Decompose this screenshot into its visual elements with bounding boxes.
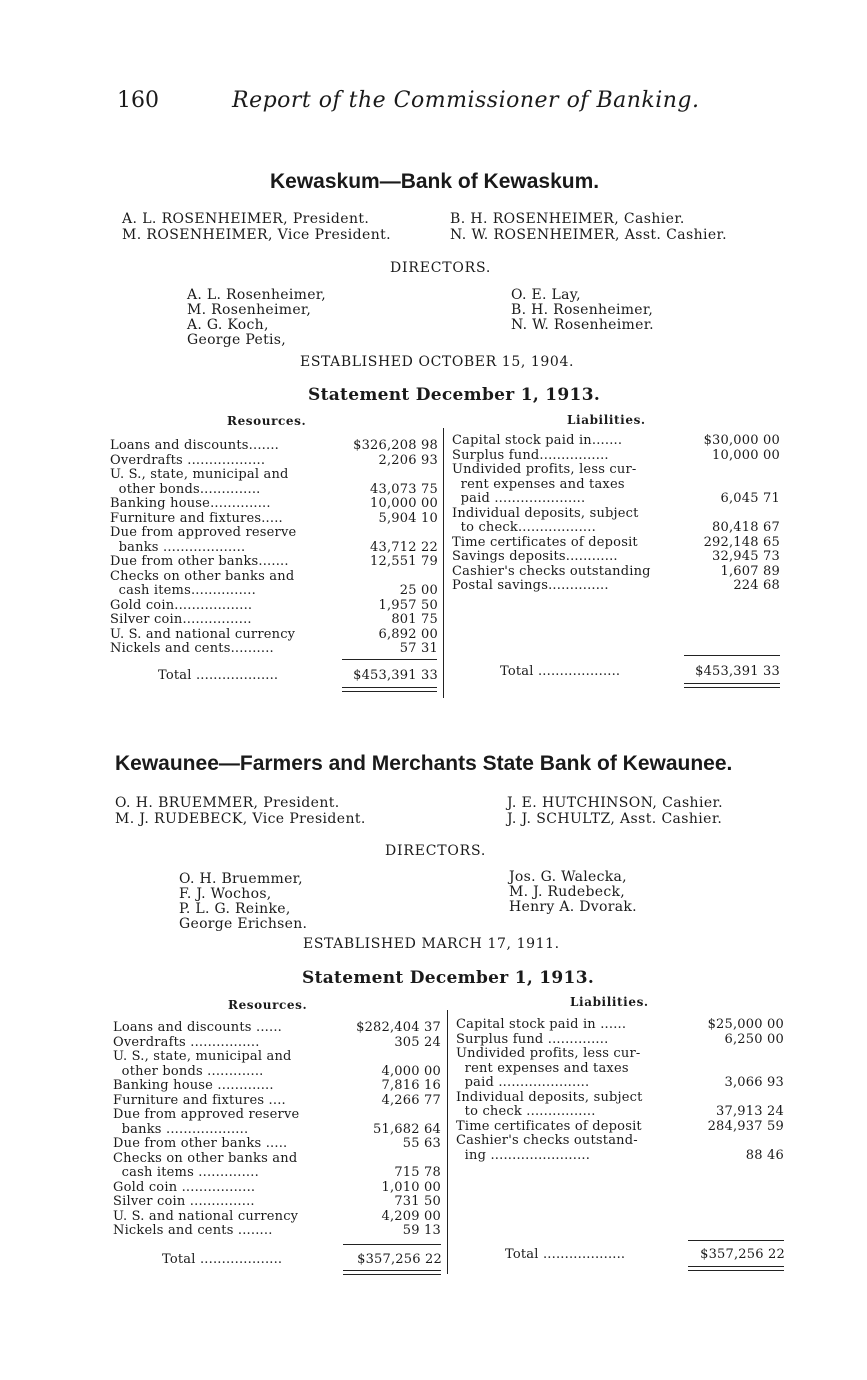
ledger-item-label: Loans and discounts ...... xyxy=(113,1021,282,1035)
officer-cashier: B. H. ROSENHEIMER, Cashier. xyxy=(450,211,685,227)
total-rule xyxy=(343,1244,441,1245)
ledger-item-amount: 10,000 00 xyxy=(712,447,780,463)
ledger-item-label: Loans and discounts....... xyxy=(110,439,279,453)
total-double-rule xyxy=(684,683,780,684)
ledger-item-amount: 1,607 89 xyxy=(720,563,780,579)
ledger-row xyxy=(452,579,780,594)
column-divider xyxy=(443,428,444,698)
ledger-row xyxy=(110,584,438,599)
ledger-item-amount: 43,712 22 xyxy=(370,539,438,555)
ledger-item-label: Checks on other banks and xyxy=(110,569,295,584)
total-label: Total ................... xyxy=(158,668,279,683)
ledger-item-label: rent expenses and taxes xyxy=(452,477,625,492)
ledger-row xyxy=(110,483,438,498)
ledger-item-amount: 4,000 00 xyxy=(381,1063,441,1079)
ledger-item-amount: $326,208 98 xyxy=(353,438,438,453)
ledger-item-amount: $282,404 37 xyxy=(356,1020,441,1035)
total-double-rule xyxy=(688,1266,784,1267)
total-rule xyxy=(684,655,780,656)
ledger-row xyxy=(113,1137,441,1152)
ledger-item-label: Nickels and cents ........ xyxy=(113,1224,273,1238)
total-rule xyxy=(688,1240,784,1241)
resources-total xyxy=(158,668,438,683)
ledger-row xyxy=(456,1134,784,1149)
directors-list-right xyxy=(509,870,637,915)
ledger-item-label: Due from other banks....... xyxy=(110,555,289,569)
ledger-row xyxy=(456,1105,784,1120)
ledger-item-label: U. S., state, municipal and xyxy=(110,468,289,482)
page-number: 160 xyxy=(117,88,159,113)
ledger-row xyxy=(456,1120,784,1135)
ledger-item-label: Silver coin ............... xyxy=(113,1195,255,1209)
ledger-item-label: Cashier's checks outstand- xyxy=(456,1134,638,1148)
ledger-row xyxy=(110,628,438,643)
ledger-item-label: Overdrafts .................. xyxy=(110,453,266,468)
resources-table xyxy=(113,1021,441,1239)
ledger-item-label: Due from approved reserve xyxy=(110,526,297,540)
ledger-item-label: to check.................. xyxy=(452,521,596,535)
ledger-item-label: Silver coin................ xyxy=(110,613,252,627)
resources-table xyxy=(110,439,438,657)
ledger-row xyxy=(110,613,438,628)
ledger-row xyxy=(110,570,438,585)
ledger-item-label: Overdrafts ................ xyxy=(113,1035,260,1050)
ledger-item-label: Due from other banks ..... xyxy=(113,1137,288,1151)
ledger-item-amount: 6,250 00 xyxy=(724,1031,784,1047)
total-amount: $357,256 22 xyxy=(357,1252,442,1267)
ledger-row xyxy=(452,536,780,551)
ledger-row xyxy=(110,642,438,657)
resources-heading: Resources. xyxy=(228,998,308,1012)
resources-total xyxy=(162,1252,442,1267)
ledger-item-label: Cashier's checks outstanding xyxy=(452,564,651,579)
ledger-item-label: ing ....................... xyxy=(456,1148,591,1163)
ledger-item-label: Time certificates of deposit xyxy=(456,1119,642,1134)
liabilities-total xyxy=(500,664,780,679)
director-name: M. J. Rudebeck, xyxy=(509,884,625,900)
total-double-rule xyxy=(343,1274,441,1275)
ledger-item-label: cash items .............. xyxy=(113,1166,259,1180)
ledger-row xyxy=(110,541,438,556)
ledger-row xyxy=(113,1079,441,1094)
established-date: ESTABLISHED OCTOBER 15, 1904. xyxy=(300,354,575,370)
ledger-row xyxy=(113,1152,441,1167)
ledger-row xyxy=(110,555,438,570)
ledger-row xyxy=(452,492,780,507)
ledger-item-amount: 3,066 93 xyxy=(724,1075,784,1090)
ledger-item-label: to check ................ xyxy=(456,1105,596,1119)
ledger-item-label: U. S., state, municipal and xyxy=(113,1050,292,1064)
total-double-rule xyxy=(343,1270,441,1271)
resources-heading: Resources. xyxy=(227,414,307,428)
ledger-row xyxy=(113,1108,441,1123)
director-name: N. W. Rosenheimer. xyxy=(511,317,654,333)
total-label: Total ................... xyxy=(505,1247,626,1262)
director-name: P. L. G. Reinke, xyxy=(179,901,291,917)
ledger-item-label: Due from approved reserve xyxy=(113,1108,300,1122)
director-name: Henry A. Dvorak. xyxy=(509,899,637,915)
ledger-item-label: Surplus fund................ xyxy=(452,448,609,463)
director-name: A. G. Koch, xyxy=(187,317,269,333)
officer-vice-president: M. ROSENHEIMER, Vice President. xyxy=(122,227,391,243)
director-name: O. E. Lay, xyxy=(511,287,581,303)
ledger-item-amount: $30,000 00 xyxy=(703,433,780,448)
ledger-item-label: other bonds.............. xyxy=(110,482,261,497)
total-double-rule xyxy=(342,687,437,688)
ledger-item-label: Gold coin ................. xyxy=(113,1180,256,1195)
ledger-item-amount: 6,892 00 xyxy=(378,626,438,642)
total-double-rule xyxy=(342,691,437,692)
director-name: Jos. G. Walecka, xyxy=(509,869,627,885)
ledger-row xyxy=(110,599,438,614)
statement-title: Statement December 1, 1913. xyxy=(308,385,601,405)
total-double-rule xyxy=(684,687,780,688)
liabilities-table xyxy=(456,1018,784,1163)
ledger-item-label: Nickels and cents.......... xyxy=(110,642,274,656)
liabilities-total xyxy=(505,1247,785,1262)
officer-asst-cashier: J. J. SCHULTZ, Asst. Cashier. xyxy=(507,811,723,827)
ledger-item-label: Furniture and fixtures..... xyxy=(110,511,283,526)
ledger-row xyxy=(456,1018,784,1033)
ledger-row xyxy=(456,1062,784,1077)
ledger-item-label: Banking house.............. xyxy=(110,497,271,511)
ledger-item-label: Savings deposits............ xyxy=(452,550,618,564)
ledger-item-amount: 284,937 59 xyxy=(707,1118,784,1134)
ledger-row xyxy=(456,1076,784,1091)
ledger-item-amount: $25,000 00 xyxy=(707,1017,784,1032)
ledger-row xyxy=(452,507,780,522)
ledger-item-amount: 801 75 xyxy=(391,612,438,627)
ledger-row xyxy=(113,1210,441,1225)
ledger-row xyxy=(113,1224,441,1239)
ledger-row xyxy=(113,1036,441,1051)
ledger-row xyxy=(113,1181,441,1196)
director-name: F. J. Wochos, xyxy=(179,886,272,902)
total-label: Total ................... xyxy=(162,1252,283,1267)
ledger-item-amount: 5,904 10 xyxy=(378,510,438,526)
ledger-item-label: U. S. and national currency xyxy=(110,627,296,642)
director-name: B. H. Rosenheimer, xyxy=(511,302,654,318)
ledger-item-amount: 37,913 24 xyxy=(716,1104,784,1119)
bank-title: Kewaskum—Bank of Kewaskum. xyxy=(270,170,600,193)
ledger-item-label: Postal savings.............. xyxy=(452,579,609,593)
director-name: George Erichsen. xyxy=(179,916,308,932)
bank-title: Kewaunee—Farmers and Merchants State Bank of Kewaunee. xyxy=(115,752,733,775)
running-title: Report of the Commissioner of Banking. xyxy=(232,88,700,113)
ledger-item-amount: 25 00 xyxy=(399,583,438,598)
ledger-row xyxy=(110,512,438,527)
ledger-item-label: Surplus fund .............. xyxy=(456,1032,609,1047)
ledger-item-label: paid ..................... xyxy=(452,492,586,506)
ledger-item-label: banks ................... xyxy=(110,540,246,555)
total-amount: $453,391 33 xyxy=(695,664,780,679)
ledger-item-amount: 305 24 xyxy=(394,1034,441,1050)
ledger-item-amount: 55 63 xyxy=(402,1136,441,1151)
ledger-row xyxy=(110,468,438,483)
ledger-row xyxy=(110,454,438,469)
director-name: A. L. Rosenheimer, xyxy=(187,287,327,303)
ledger-item-amount: 1,010 00 xyxy=(381,1179,441,1195)
officer-cashier: J. E. HUTCHINSON, Cashier. xyxy=(507,795,723,811)
ledger-item-amount: 1,957 50 xyxy=(378,597,438,613)
directors-list-left xyxy=(179,872,307,932)
ledger-row xyxy=(452,434,780,449)
ledger-item-amount: 6,045 71 xyxy=(720,491,780,506)
ledger-item-amount: 88 46 xyxy=(745,1147,784,1163)
ledger-row xyxy=(113,1195,441,1210)
directors-heading: DIRECTORS. xyxy=(385,843,487,859)
ledger-item-amount: 12,551 79 xyxy=(370,554,438,569)
ledger-item-amount: 51,682 64 xyxy=(373,1121,441,1137)
ledger-row xyxy=(110,497,438,512)
ledger-row xyxy=(452,565,780,580)
ledger-item-amount: 57 31 xyxy=(399,641,438,656)
total-double-rule xyxy=(688,1270,784,1271)
directors-list-right xyxy=(511,288,654,333)
ledger-row xyxy=(113,1065,441,1080)
ledger-row xyxy=(110,526,438,541)
ledger-item-amount: 715 78 xyxy=(394,1165,441,1180)
total-label: Total ................... xyxy=(500,664,621,679)
ledger-item-label: Time certificates of deposit xyxy=(452,535,638,550)
ledger-item-label: banks ................... xyxy=(113,1122,249,1137)
total-amount: $357,256 22 xyxy=(700,1247,785,1262)
officer-president: A. L. ROSENHEIMER, President. xyxy=(122,211,370,227)
ledger-item-label: Undivided profits, less cur- xyxy=(456,1047,641,1061)
director-name: M. Rosenheimer, xyxy=(187,302,312,318)
ledger-item-label: Undivided profits, less cur- xyxy=(452,463,637,477)
column-divider xyxy=(447,1010,448,1274)
ledger-row xyxy=(113,1123,441,1138)
ledger-row xyxy=(456,1149,784,1164)
ledger-row xyxy=(113,1050,441,1065)
ledger-item-label: Gold coin.................. xyxy=(110,598,253,613)
ledger-row xyxy=(110,439,438,454)
ledger-item-amount: 4,209 00 xyxy=(381,1208,441,1224)
ledger-row xyxy=(113,1021,441,1036)
ledger-row xyxy=(456,1091,784,1106)
ledger-row xyxy=(113,1166,441,1181)
officer-vice-president: M. J. RUDEBECK, Vice President. xyxy=(115,811,366,827)
ledger-row xyxy=(113,1094,441,1109)
ledger-item-amount: 292,148 65 xyxy=(703,534,780,550)
ledger-item-label: Capital stock paid in....... xyxy=(452,434,623,448)
ledger-item-label: other bonds ............. xyxy=(113,1064,264,1079)
ledger-item-amount: 731 50 xyxy=(394,1194,441,1209)
liabilities-heading: Liabilities. xyxy=(567,413,646,427)
total-amount: $453,391 33 xyxy=(353,668,438,683)
ledger-row xyxy=(456,1033,784,1048)
ledger-item-amount: 10,000 00 xyxy=(370,496,438,511)
ledger-item-amount: 59 13 xyxy=(402,1223,441,1238)
liabilities-heading: Liabilities. xyxy=(570,995,649,1009)
ledger-item-amount: 224 68 xyxy=(733,578,780,593)
liabilities-table xyxy=(452,434,780,594)
ledger-row xyxy=(452,521,780,536)
ledger-item-label: Capital stock paid in ...... xyxy=(456,1018,627,1032)
ledger-row xyxy=(452,478,780,493)
total-rule xyxy=(342,659,437,660)
ledger-item-label: Individual deposits, subject xyxy=(456,1090,643,1105)
ledger-item-amount: 2,206 93 xyxy=(378,452,438,468)
established-date: ESTABLISHED MARCH 17, 1911. xyxy=(303,936,560,952)
directors-list-left xyxy=(187,288,326,348)
statement-title: Statement December 1, 1913. xyxy=(302,968,595,988)
ledger-item-label: paid ..................... xyxy=(456,1076,590,1090)
ledger-item-label: Checks on other banks and xyxy=(113,1151,298,1166)
ledger-item-label: rent expenses and taxes xyxy=(456,1061,629,1076)
directors-heading: DIRECTORS. xyxy=(390,260,492,276)
ledger-item-amount: 43,073 75 xyxy=(370,481,438,497)
ledger-row xyxy=(452,449,780,464)
ledger-item-amount: 4,266 77 xyxy=(381,1092,441,1108)
ledger-item-label: U. S. and national currency xyxy=(113,1209,299,1224)
director-name: O. H. Bruemmer, xyxy=(179,871,303,887)
ledger-item-label: Furniture and fixtures .... xyxy=(113,1093,286,1108)
director-name: George Petis, xyxy=(187,332,287,348)
ledger-item-amount: 32,945 73 xyxy=(712,549,780,564)
ledger-item-label: Banking house ............. xyxy=(113,1079,274,1093)
ledger-item-label: cash items............... xyxy=(110,584,256,598)
ledger-item-amount: 7,816 16 xyxy=(381,1078,441,1093)
ledger-item-label: Individual deposits, subject xyxy=(452,506,639,521)
ledger-item-amount: 80,418 67 xyxy=(712,520,780,535)
officer-asst-cashier: N. W. ROSENHEIMER, Asst. Cashier. xyxy=(450,227,727,243)
ledger-row xyxy=(452,463,780,478)
ledger-row xyxy=(452,550,780,565)
ledger-row xyxy=(456,1047,784,1062)
officer-president: O. H. BRUEMMER, President. xyxy=(115,795,340,811)
